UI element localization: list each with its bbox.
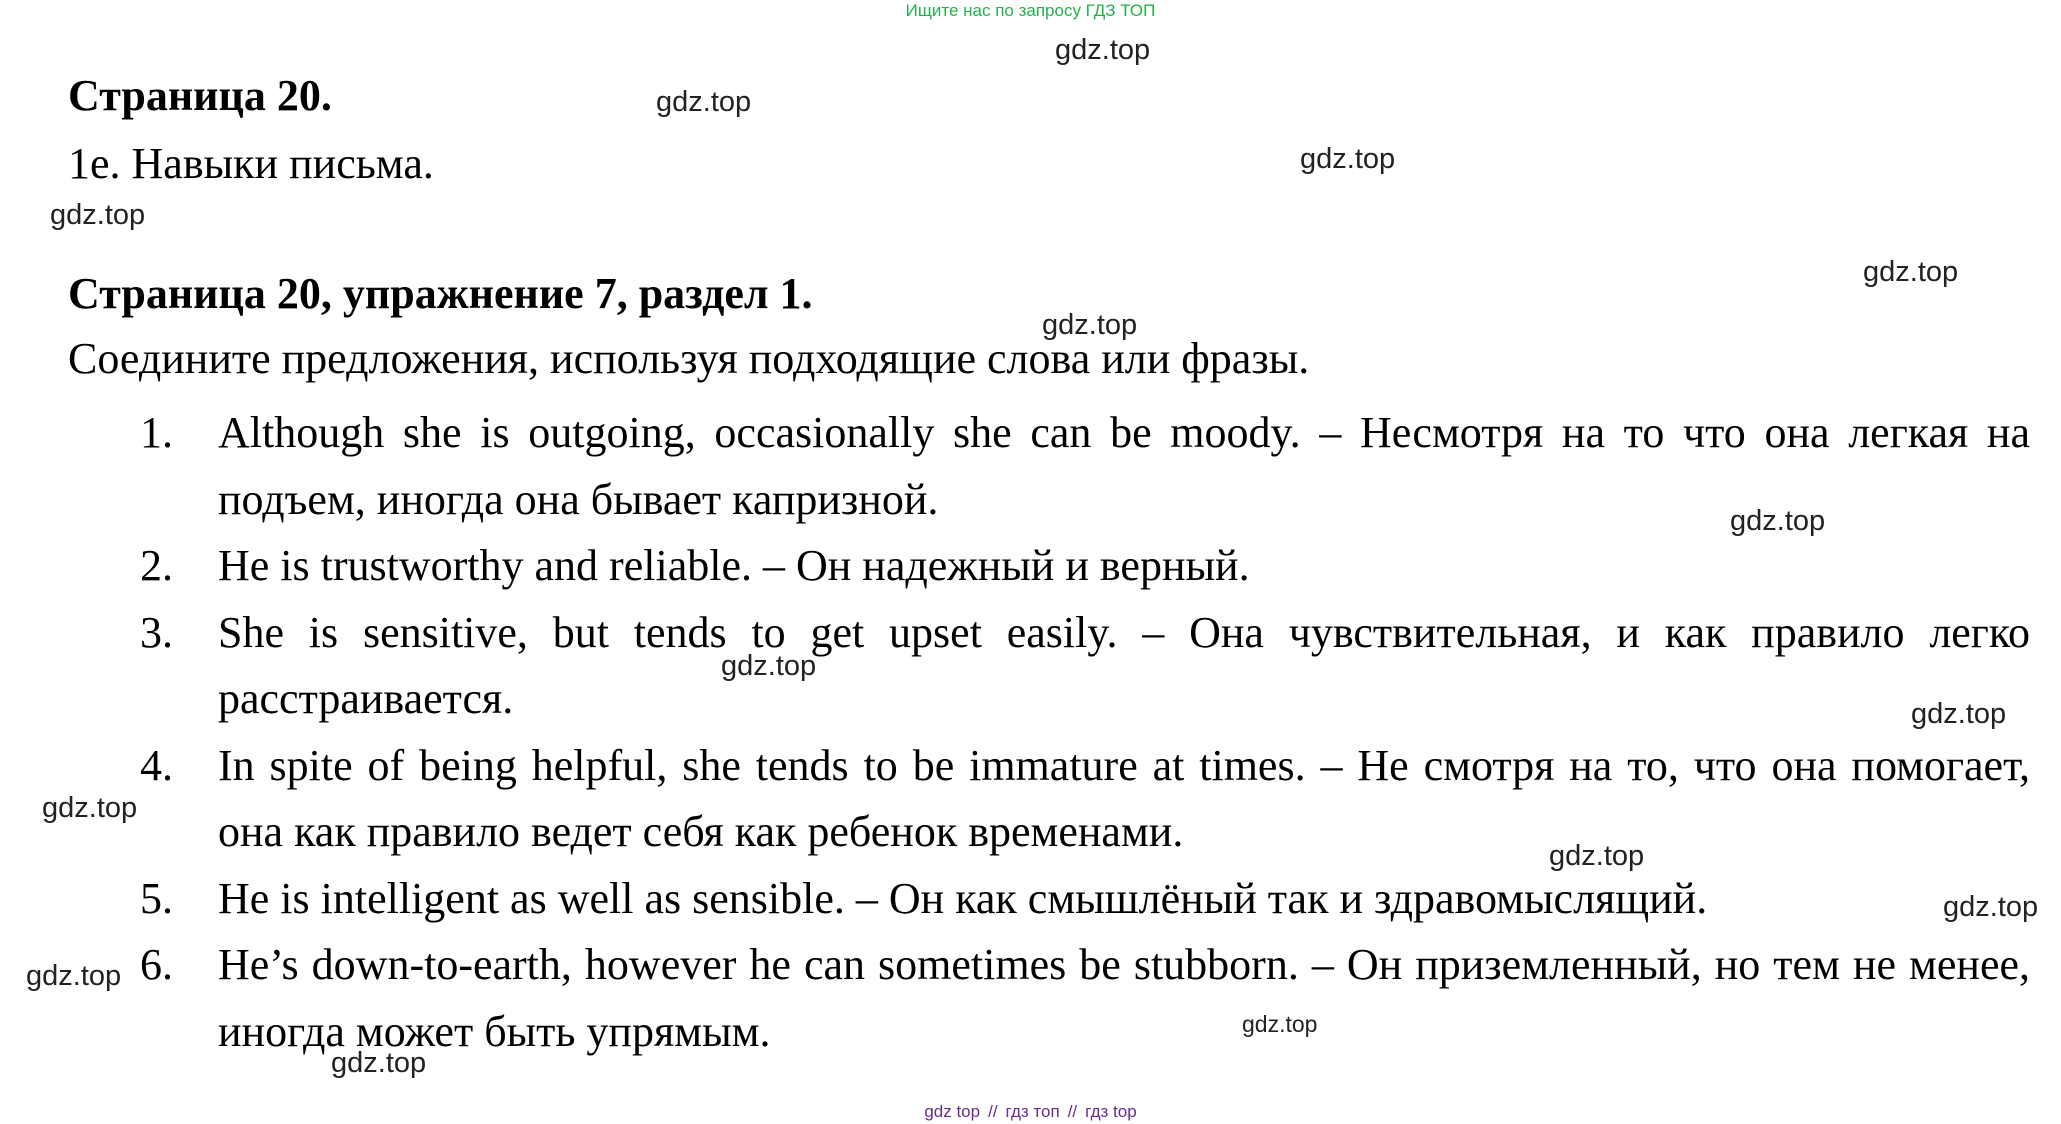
watermark: gdz.top: [50, 199, 146, 231]
watermark: gdz.top: [1911, 698, 2007, 730]
answer-item: [140, 600, 2030, 733]
answer-text: Although she is outgoing, occasionally she can be moody. – Несмотря на то что она легкая на подъем, иногда она бывает капризной.: [218, 408, 2030, 524]
answer-item: [140, 733, 2030, 866]
answer-text: He is intelligent as well as sensible. – Он как смышлёный так и здравомыслящий.: [218, 873, 1708, 923]
watermark: gdz.top: [26, 960, 122, 992]
watermark: gdz.top: [1549, 840, 1645, 872]
answer-text: He is trustworthy and reliable. – Он надежный и верный.: [218, 541, 1250, 590]
answer-number: 6.: [140, 940, 173, 989]
watermark: gdz.top: [1300, 143, 1396, 175]
watermark: gdz.top: [1943, 891, 2039, 923]
footer-link[interactable]: gdz top: [924, 1102, 981, 1121]
watermark: gdz.top: [1730, 505, 1826, 537]
answer-number: 5.: [140, 873, 173, 923]
footer-link[interactable]: гдз top: [1085, 1102, 1137, 1121]
answer-number: 2.: [140, 541, 173, 590]
exercise-instruction: Соедините предложения, используя подходящие слова или фразы.: [68, 334, 1310, 383]
watermark: gdz.top: [42, 792, 138, 824]
answer-text: He’s down-to-earth, however he can sometimes be stubborn. – Он приземленный, но тем не менее, иногда может быть упрямым.: [218, 940, 2030, 1056]
answer-number: 1.: [140, 408, 173, 457]
answer-text: In spite of being helpful, she tends to be immature at times. – Не смотря на то, что она помогает, она как правило ведет себя как ребенок временами.: [218, 740, 2030, 856]
section-title: 1e. Навыки письма.: [68, 139, 434, 188]
answer-list: [140, 400, 2030, 1065]
watermark: gdz.top: [331, 1047, 427, 1079]
watermark: gdz.top: [1242, 1011, 1318, 1037]
exercise-title: Страница 20, упражнение 7, раздел 1.: [68, 269, 813, 318]
answer-number: 4.: [140, 740, 173, 790]
footer-link[interactable]: гдз топ: [1005, 1102, 1060, 1121]
answer-item: [140, 866, 2030, 933]
watermark: gdz.top: [721, 650, 817, 682]
answer-item: [140, 533, 2030, 600]
watermark: gdz.top: [656, 86, 752, 118]
answer-number: 3.: [140, 607, 173, 657]
footer-links: [0, 1102, 2061, 1122]
watermark: gdz.top: [1863, 256, 1959, 288]
answer-text: She is sensitive, but tends to get upset easily. – Она чувствительная, и как правило легко расстраивается.: [218, 607, 2030, 723]
answer-item: [140, 932, 2030, 1065]
search-hint-banner: Ищите нас по запросу ГДЗ ТОП: [905, 1, 1156, 20]
watermark: gdz.top: [1042, 309, 1138, 341]
footer-separator: //: [1067, 1102, 1078, 1121]
watermark: gdz.top: [1055, 34, 1151, 66]
footer-separator: //: [988, 1102, 998, 1121]
page-title: Страница 20.: [68, 71, 332, 120]
